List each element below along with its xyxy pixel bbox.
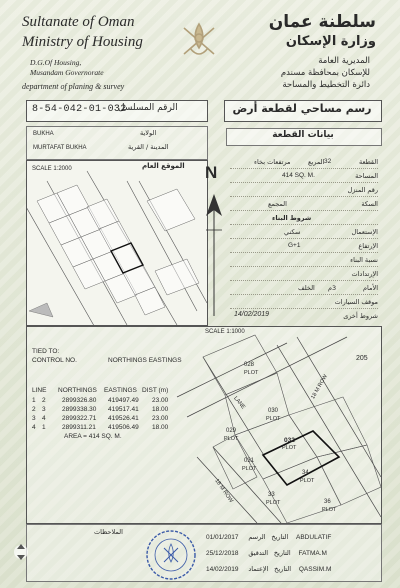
plan-scale: SCALE 1:1000 [205,329,245,335]
signature-row-3: 14/02/2019 التاريخ الإعتماد QASSIM.M [206,565,332,573]
plot-032-number: 032 [284,437,295,444]
header-ar-sub-3: دائرة التخطيط والمساحة [282,80,370,90]
city-label: المدينة / القرية [128,143,169,151]
col-line: LINE [32,387,47,394]
plot-36-number: 36 [324,499,331,505]
divider [230,280,378,281]
wilayat-value: BUKHA [33,131,54,137]
lane-label: السكة [361,200,378,208]
plan-ref-number: 205 [356,355,368,362]
scroll-arrows-icon[interactable] [14,540,28,564]
serial-number: 8-54-042-01-032 [32,104,127,115]
oman-emblem-icon [176,18,222,64]
floors-label: الإرتفاع [358,242,378,250]
plot-031-number: 031 [244,458,255,464]
signature-row-2: 25/12/2018 التاريخ التدقيق FATMA.M [206,549,327,557]
north-arrow-icon [200,190,228,320]
serial-number-label: الرقم المسلسل [118,103,178,113]
header-ar-title-2: وزارة الإسكان [285,34,376,49]
notes-label: الملاحظات [94,528,123,536]
northings-eastings-header: NORTHINGS EASTINGS [108,357,182,364]
divider [230,168,378,169]
header-en-dept-3: department of planing & survey [22,82,125,91]
block-label: المربع [308,158,325,166]
plot-34-number: 34 [302,470,309,476]
floors-value: G+1 [288,242,301,249]
plot-data-header: بيانات القطعة [272,130,334,140]
lane-label: LANE [232,395,247,411]
header-ar-sub-1: المديرية العامة [318,56,370,66]
divider [230,196,378,197]
plot-33-word: PLOT [266,500,281,506]
official-stamp-icon [144,528,198,582]
col-eastings: EASTINGS [104,387,137,394]
north-letter: N [205,163,218,182]
header-en-dept-1: D.G.Of Housing, [30,58,82,67]
plot-info-panel [228,148,380,324]
conditions-label: شروط البناء [272,214,312,222]
survey-document: Sultanate of Oman Ministry of Housing D.G.Of Housing, Musandam Governorate department of planing & survey سلطنة عمان وزارة الإسكان المديرية العامة للإسكان بمحافظة مسندم دائرة التخطيط والمساحة 8-54-042-01-032 الرقم المسلسل رسم مساحي لقطعة أرض BUKHA الولاية MURTAFAT BUKHA المدينة / القرية بيانات القطعة الموقع العام SCALE 1:2000 N القطعة 32 مرتفعات بخاء المربع المساحة 414 SQ. M. رقم المنزل السكة المجمع شروط البناء الإستعمال سكني الإرتفاع G+1 نسبة البناء الإرتدادات الأمام 3م الخلف موقف السيارات شروط أخرى 14/02/2019 SCALE 1:1000 205 028 PLOT 030 PLOT 029 PLOT 032 PLOT 031 PLOT 34 PLOT 33 PLOT 36 PLOT LANE 18 M ROW 18 M ROW TIED TO: CONTROL NO. NORTHINGS EASTINGS LINE NORTHINGS EASTINGS DIST (m) 1 2 2899326.80 419497.49 23.00 2 3 2899338.30 419517.41 18.00 3 4 2899322.71 419526.41 23.00 4 1 2899311.21 419506.49 18.00 AREA = 414 SQ. M. الملاحظات 01/01/2017 التاريخ الرسم ABDULATIF 25/12/2018 التاريخ التدقيق FATMA.M 14/02/2019 التاريخ الإعتماد QASSIM.M [0,0,400,588]
col-northings: NORTHINGS [58,387,97,394]
header-ar-sub-2: للإسكان بمحافظة مسندم [280,68,370,78]
plot-area: AREA = 414 SQ. M. [64,433,122,440]
parking-label: موقف السيارات [334,298,378,306]
divider [230,210,378,211]
divider [230,308,378,309]
header-en-title-2: Ministry of Housing [22,34,143,50]
document-title: رسم مساحي لقطعة أرض [232,102,372,115]
signature-row-1: 01/01/2017 التاريخ الرسم ABDULATIF [206,533,332,541]
wilayat-label: الولاية [140,129,157,137]
complex-label: المجمع [268,200,287,208]
row-label-top: 18 M ROW [310,373,330,401]
house-no-label: رقم المنزل [347,186,378,194]
divider [230,224,378,225]
plot-36-word: PLOT [322,507,337,513]
plot-value: 32 [324,158,332,165]
plot-34-word: PLOT [300,478,315,484]
front-value: 3م [328,284,337,292]
block-value: مرتفعات بخاء [254,158,291,166]
header-en-title-1: Sultanate of Oman [22,14,135,30]
plot-028-number: 028 [244,362,255,368]
other-label: شروط أخرى [343,312,378,320]
plot-030-number: 030 [268,408,279,414]
location-map-drawing [27,161,207,325]
row-label-bottom: 18 M ROW [213,478,234,504]
divider [230,266,378,267]
plot-030-word: PLOT [266,416,281,422]
divider [230,238,378,239]
location-map-scale: SCALE 1:2000 [32,166,72,172]
divider [230,294,378,295]
col-dist: DIST (m) [142,387,169,394]
plot-029-number: 029 [226,428,237,434]
plot-label: القطعة [358,158,378,166]
plot-33-number: 33 [268,492,275,498]
front-label: الأمام [363,284,378,292]
coordinate-table-header [32,387,182,397]
plot-032-word: PLOT [282,445,297,451]
use-value: سكني [284,228,301,236]
setback-label: الإرتدادات [351,270,378,278]
tied-to-label: TIED TO: [32,348,60,355]
location-map [26,160,208,326]
control-no-label: CONTROL NO. [32,357,77,364]
plot-029-word: PLOT [224,436,239,442]
area-value: 414 SQ. M. [282,172,315,179]
header-ar-title-1: سلطنة عمان [268,12,376,32]
plot-028-word: PLOT [244,370,259,376]
plot-info-date: 14/02/2019 [234,311,270,318]
city-value: MURTAFAT BUKHA [33,145,87,151]
divider [230,182,378,183]
use-label: الإستعمال [351,228,378,236]
divider [230,252,378,253]
ratio-label: نسبة البناء [350,256,378,264]
side-label: الخلف [298,284,315,292]
location-map-title: الموقع العام [142,162,185,170]
plot-031-word: PLOT [242,466,257,472]
area-label: المساحة [355,172,378,180]
header-en-dept-2: Musandam Governorate [30,68,104,77]
